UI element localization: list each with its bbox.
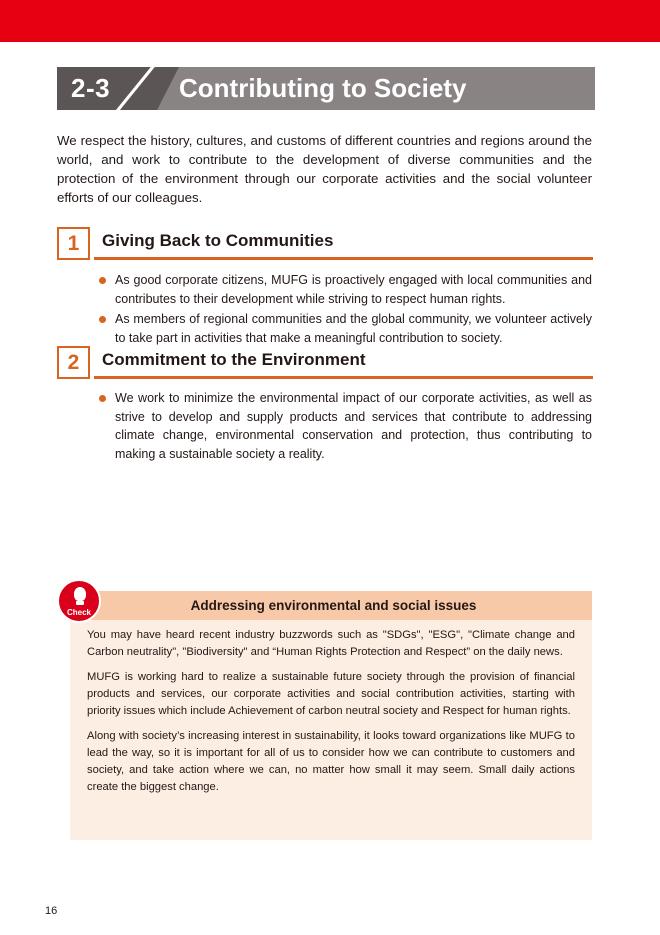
check-paragraph: You may have heard recent industry buzzwords such as "SDGs", "ESG", "Climate change and Carbon neutrality", "Biodiversity" and “Human Rights Protection and Respect” on the daily news. — [87, 629, 575, 658]
check-box-header — [70, 591, 592, 620]
bullet-dot-icon — [99, 277, 106, 284]
section-heading-1 — [57, 227, 593, 260]
section-title: Commitment to the Environment — [102, 350, 366, 369]
bullet-item — [99, 271, 592, 308]
page-number: 16 — [45, 905, 58, 917]
bullet-item — [99, 389, 592, 463]
section-1-bullets — [99, 271, 592, 349]
check-info-box — [70, 591, 592, 840]
check-badge-label: Check — [66, 608, 91, 617]
check-box-body — [87, 627, 575, 804]
section-underline — [94, 257, 593, 260]
section-number-box: 1 — [57, 227, 90, 260]
page-title: Contributing to Society — [179, 73, 467, 103]
bullet-text: As good corporate citizens, MUFG is proactively engaged with local communities and contributes to their development while striving to respect human rights. — [115, 273, 592, 306]
check-box-title: Addressing environmental and social issues — [190, 598, 477, 613]
top-red-bar — [0, 0, 660, 42]
bullet-dot-icon — [99, 395, 106, 402]
check-paragraph: Along with society’s increasing interest in sustainability, it looks toward organizations like MUFG to lead the way, so it is important for all of us to consider how we can contribute to customers and society, and take action where we can, no matter how small it may seem. Small daily actions create the biggest change. — [87, 730, 575, 793]
lightbulb-base-icon — [76, 601, 84, 605]
section-heading-2 — [57, 346, 593, 379]
section-number: 2-3 — [71, 73, 111, 103]
lightbulb-icon — [74, 587, 86, 601]
section-underline — [94, 376, 593, 379]
section-title: Giving Back to Communities — [102, 231, 334, 250]
bullet-dot-icon — [99, 316, 106, 323]
bullet-item — [99, 310, 592, 347]
check-paragraph: MUFG is working hard to realize a sustainable future society through the provision of financial products and services, our corporate activities and social contribution activities, starting with priority issues which include Achievement of carbon neutral society and Respect for human rights. — [87, 671, 575, 717]
bullet-text: We work to minimize the environmental impact of our corporate activities, as well as strive to develop and supply products and services that contribute to addressing climate change, environmental conservation and protection, thus contributing to making a sustainable society a reality. — [115, 391, 592, 461]
check-badge — [57, 579, 101, 623]
bullet-text: As members of regional communities and the global community, we volunteer actively to take part in activities that make a meaningful contribution to society. — [115, 312, 592, 345]
section-2-bullets — [99, 389, 592, 465]
intro-paragraph: We respect the history, cultures, and customs of different countries and regions around the world, and work to contribute to the development of diverse communities and the protection of the environment through our corporate activities and the social volunteer efforts of our colleagues. — [57, 133, 592, 205]
page-title-banner — [57, 67, 595, 110]
section-number-box: 2 — [57, 346, 90, 379]
